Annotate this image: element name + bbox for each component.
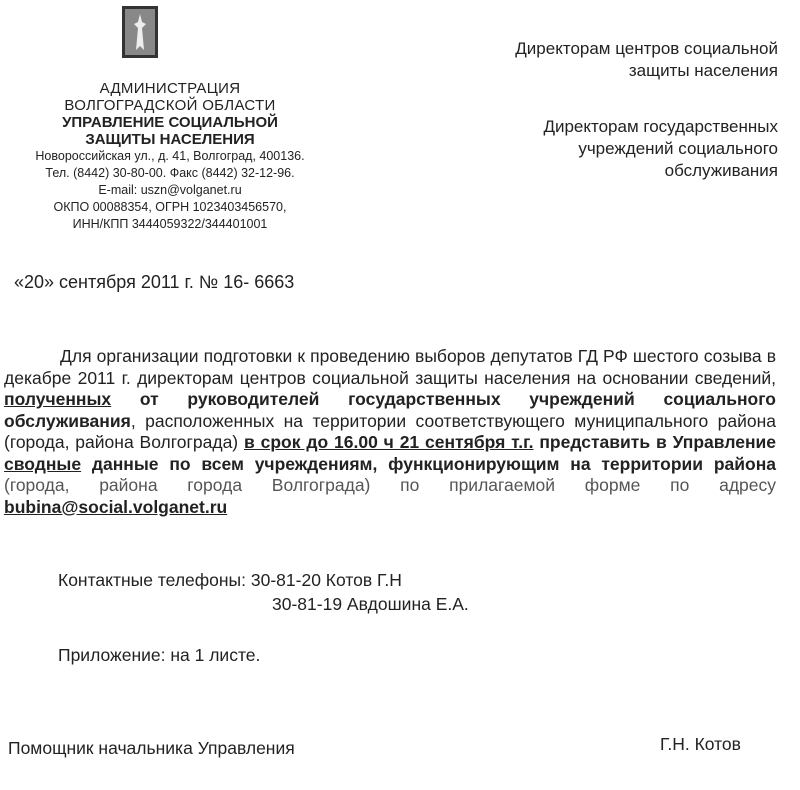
org-address: Новороссийская ул., д. 41, Волгоград, 400136. bbox=[35, 149, 305, 163]
body-part-4: представить в Управление bbox=[533, 432, 776, 452]
org-email: E-mail: uszn@volganet.ru bbox=[98, 183, 242, 197]
body-underlined-received: полученных bbox=[4, 389, 112, 409]
org-phone: Тел. (8442) 30-80-00. Факс (8442) 32-12-96. bbox=[45, 166, 295, 180]
body-part-2: от руководителей государственных учреждений социального обслуживания bbox=[4, 389, 776, 431]
letter-body bbox=[4, 346, 776, 518]
body-part-5: данные по всем учреждениям, функционирующим на территории района bbox=[81, 453, 776, 474]
recipient-1-line-2: защиты населения bbox=[628, 61, 778, 80]
org-line-3: УПРАВЛЕНИЕ СОЦИАЛЬНОЙ bbox=[62, 114, 278, 131]
signer-name: Г.Н. Котов bbox=[660, 734, 741, 754]
contacts-block bbox=[58, 568, 469, 616]
org-line-2: ВОЛГОГРАДСКОЙ ОБЛАСТИ bbox=[64, 97, 276, 114]
org-line-4: ЗАЩИТЫ НАСЕЛЕНИЯ bbox=[85, 131, 255, 148]
contacts-label: Контактные телефоны: bbox=[58, 570, 246, 590]
attachment-note: Приложение: на 1 листе. bbox=[58, 645, 261, 665]
body-underlined-summary: сводные bbox=[4, 453, 82, 474]
recipient-1-line-1: Директорам центров социальной bbox=[515, 39, 778, 58]
body-email-link[interactable]: bubina@social.volganet.ru bbox=[4, 496, 228, 517]
recipient-2-line-2: учреждений социального bbox=[578, 139, 778, 158]
body-part-6: (города, района города Волгограда) по прилагаемой форме по адресу bbox=[4, 475, 776, 495]
org-okpo: ОКПО 00088354, ОГРН 1023403456570, bbox=[53, 200, 287, 214]
recipient-2-line-1: Директорам государственных bbox=[543, 117, 778, 136]
coat-of-arms-icon bbox=[120, 4, 160, 60]
body-deadline: в срок до 16.00 ч 21 сентября т.г. bbox=[244, 432, 534, 452]
org-inn: ИНН/КПП 3444059322/344401001 bbox=[72, 217, 268, 231]
signer-title: Помощник начальника Управления bbox=[8, 738, 295, 758]
organization-header bbox=[20, 80, 320, 233]
document-date-number: «20» сентября 2011 г. № 16- 6663 bbox=[14, 272, 295, 292]
body-part-3: , расположенных на территории соответствующего муниципального района (города, района Волгограда) bbox=[4, 410, 776, 452]
recipient-block-2 bbox=[543, 116, 778, 182]
org-line-1: АДМИНИСТРАЦИЯ bbox=[99, 80, 241, 97]
body-part-1: Для организации подготовки к проведению выборов депутатов ГД РФ шестого созыва в декабре 2011 г. директорам центров социальной защиты населения на основании сведений, bbox=[4, 346, 776, 388]
contacts-row-1: 30-81-20 Котов Г.Н bbox=[250, 570, 402, 590]
recipient-block-1 bbox=[515, 38, 778, 82]
recipient-2-line-3: обслуживания bbox=[664, 161, 778, 180]
contacts-row-2: 30-81-19 Авдошина Е.А. bbox=[272, 594, 469, 614]
